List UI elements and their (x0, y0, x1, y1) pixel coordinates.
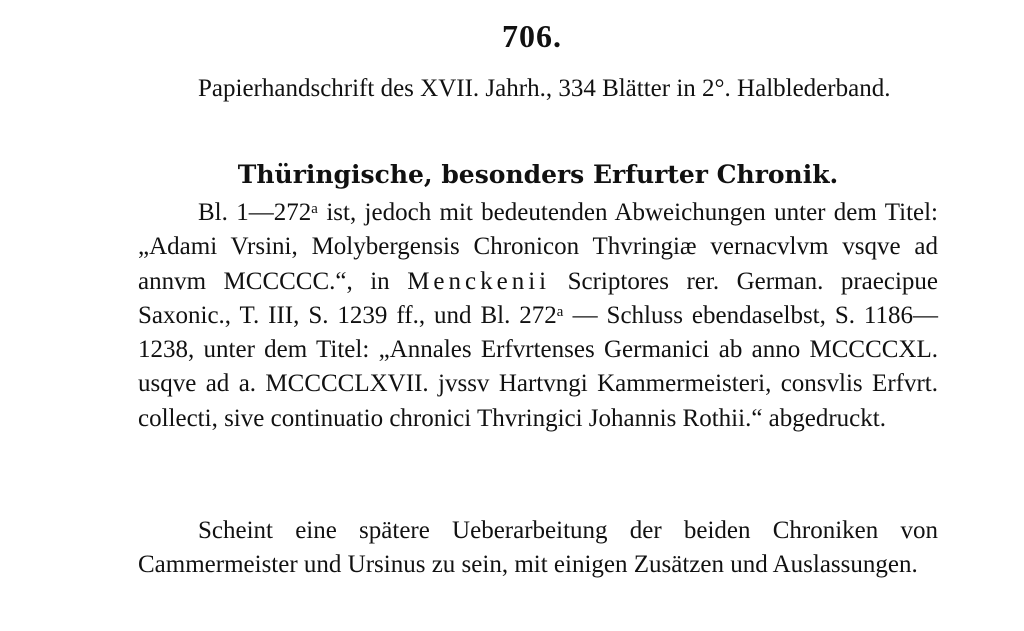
bibliographic-paragraph (138, 196, 938, 436)
chronicle-title: Thüringische, besonders Erfurter Chronik. (237, 160, 839, 189)
manuscript-description: Papierhandschrift des XVII. Jahrh., 334 Blätter in 2°. Halblederband. (198, 75, 891, 102)
assessment-paragraph: Scheint eine spätere Ueberarbeitung der beiden Chroniken von Cammermeister und Ursinus zu sein, mit einigen Zusätzen und Auslassungen. (138, 517, 938, 579)
page-number: 706. (502, 18, 562, 54)
spaced-author-name: Menckenii (407, 267, 551, 295)
paragraph-text-after: Scriptores rer. German. praecipue Saxonic., T. III, S. 1239 ff., und Bl. 272ᵃ — Schluss ebendaselbst, S. 1186—1238, unter dem Titel: „Annales Erfvrtenses Germanici ab anno MCCCCXL. usqve ad a. MCCCCLXVII. jvssv Hartvngi Kammermeisteri, consvlis Erfvrt. collecti, sive continuatio chronici Thvringici Johannis Rothii.“ abgedruckt. (138, 267, 938, 432)
paragraph-text-before: Bl. 1—272ᵃ ist, jedoch mit bedeutenden Abweichungen unter dem Titel: „Adami Vrsini, Molybergensis Chronicon Thvringiæ vernacvlvm vsqve ad annvm MCCCCC.“, in (138, 199, 938, 295)
